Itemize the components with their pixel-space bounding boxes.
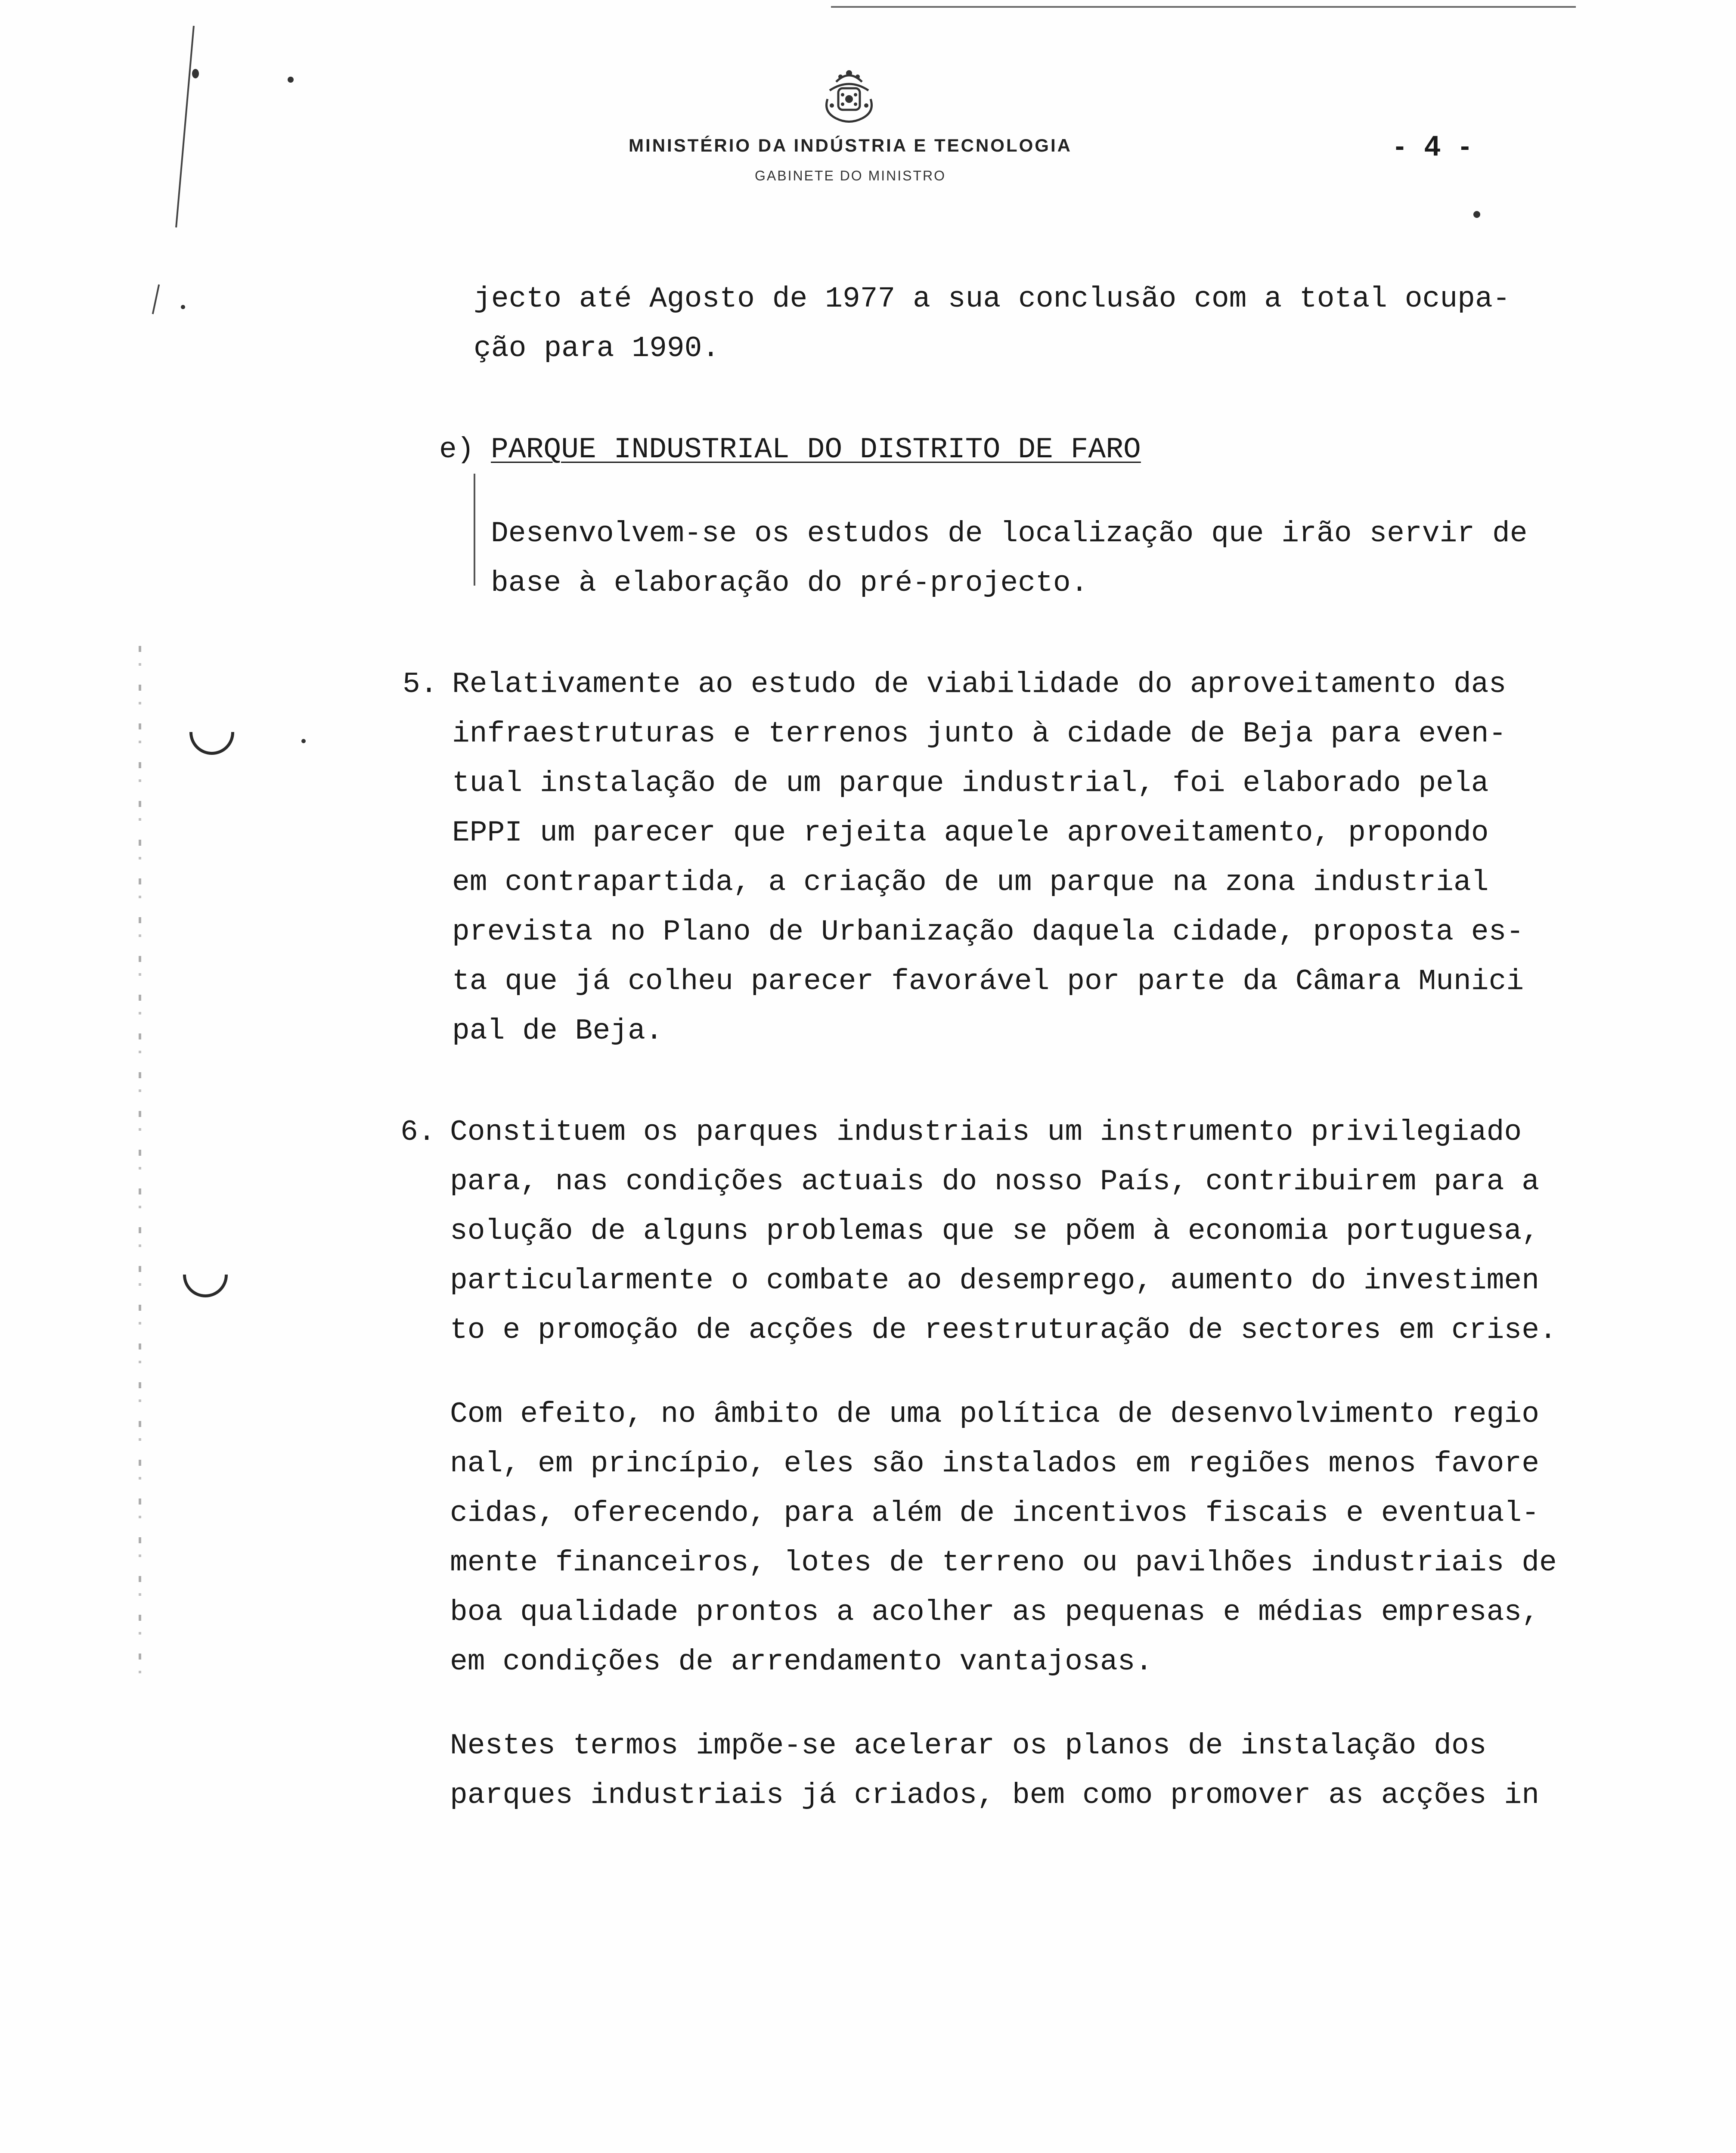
scan-margin-line [152,284,160,314]
margin-bracket [474,474,475,586]
scan-binding-marks [139,646,141,1679]
text-line: parques industriais já criados, bem como promover as acções in [450,1779,1540,1812]
coat-of-arms-icon [810,65,888,129]
text-line: para, nas condições actuais do nosso País, contribuirem para a [450,1165,1540,1198]
text-line: ção para 1990. [474,332,720,365]
scan-top-rule [831,6,1576,8]
text-line: EPPI um parecer que rejeita aquele aproveitamento, propondo [452,816,1489,850]
text-line: ta que já colheu parecer favorável por parte da Câmara Munici [452,965,1524,998]
text-line: cidas, oferecendo, para além de incentivos fiscais e eventual- [450,1497,1540,1530]
scan-speck [192,69,199,78]
text-line: em condições de arrendamento vantajosas. [450,1645,1153,1678]
text-line: jecto até Agosto de 1977 a sua conclusão com a total ocupa- [474,282,1510,316]
section-marker: e) [439,433,474,466]
scan-margin-line [175,26,195,228]
text-line: em contrapartida, a criação de um parque na zona industrial [452,866,1489,899]
text-line: solução de alguns problemas que se põem à economia portuguesa, [450,1215,1540,1248]
text-line: mente financeiros, lotes de terreno ou pavilhões industriais de [450,1546,1557,1579]
cabinet-name: GABINETE DO MINISTRO [754,168,946,183]
text-line: particularmente o combate ao desemprego, aumento do investimen [450,1264,1540,1297]
text-line: to e promoção de acções de reestruturação de sectores em crise. [450,1314,1557,1347]
page-number: - 4 - [1395,130,1476,161]
text-line: tual instalação de um parque industrial, foi elaborado pela [452,767,1489,800]
item-number: 6. [400,1116,436,1149]
text-line: boa qualidade prontos a acolher as pequenas e médias empresas, [450,1596,1540,1629]
scan-speck [181,305,185,309]
text-line: Nestes termos impõe-se acelerar os planos de instalação dos [450,1729,1487,1762]
text-line: Desenvolvem-se os estudos de localização que irão servir de [491,517,1528,550]
text-line: base à elaboração do pré-projecto. [491,567,1088,600]
punch-hole-mark [189,732,234,755]
section-heading: PARQUE INDUSTRIAL DO DISTRITO DE FARO [491,433,1141,466]
text-line: infraestruturas e terrenos junto à cidade de Beja para even- [452,717,1507,751]
ministry-name: MINISTÉRIO DA INDÚSTRIA E TECNOLOGIA [629,135,1072,155]
text-line: nal, em princípio, eles são instalados em regiões menos favore [450,1447,1540,1480]
item-number: 5. [403,668,438,701]
scan-speck [288,77,294,83]
text-line: Relativamente ao estudo de viabilidade do aproveitamento das [452,668,1507,701]
scan-speck [1473,211,1480,218]
scan-speck [301,739,306,743]
text-line: Com efeito, no âmbito de uma política de desenvolvimento regio [450,1398,1540,1431]
text-line: pal de Beja. [452,1014,663,1048]
punch-hole-mark [183,1275,228,1297]
text-line: Constituem os parques industriais um instrumento privilegiado [450,1116,1522,1149]
text-line: prevista no Plano de Urbanização daquela cidade, proposta es- [452,915,1524,949]
